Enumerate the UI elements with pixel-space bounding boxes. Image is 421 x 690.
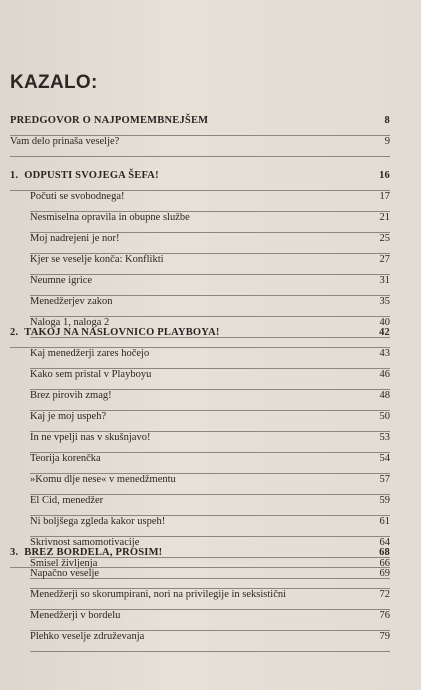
page-number: 53 xyxy=(379,432,390,443)
toc-entry xyxy=(30,191,390,212)
toc-entry xyxy=(30,275,390,296)
page-number: 68 xyxy=(379,547,390,558)
toc-entry xyxy=(30,453,390,474)
entry-title: Počuti se svobodnega! xyxy=(30,191,125,202)
toc-entry xyxy=(30,516,390,537)
page-number: 79 xyxy=(379,631,390,642)
page-number: 43 xyxy=(379,348,390,359)
toc-entry xyxy=(30,233,390,254)
entry-title: Menedžerjev zakon xyxy=(30,296,113,307)
page-number: 57 xyxy=(379,474,390,485)
toc-entry xyxy=(30,610,390,631)
page-number: 21 xyxy=(379,212,390,223)
toc-entry xyxy=(30,348,390,369)
toc-entry xyxy=(10,136,390,157)
page-number: 50 xyxy=(379,411,390,422)
entry-title: Menedžerji v bordelu xyxy=(30,610,121,621)
page-number: 8 xyxy=(384,115,390,126)
entry-title: Kaj menedžerji zares hočejo xyxy=(30,348,150,359)
page-number: 35 xyxy=(379,296,390,307)
preface-heading-row xyxy=(10,115,390,136)
chapter-heading-row xyxy=(10,327,390,348)
chapter-2-section xyxy=(10,327,390,579)
entry-title: Naloga 1, naloga 2 xyxy=(30,317,110,328)
page-number: 54 xyxy=(379,453,390,464)
toc-entry xyxy=(30,568,390,589)
page-number: 46 xyxy=(379,369,390,380)
preface-section xyxy=(10,115,390,157)
chapter-title: BREZ BORDELA, PROSIM! xyxy=(24,547,163,558)
entry-title: Neumne igrice xyxy=(30,275,93,286)
entry-title: Brez pirovih zmag! xyxy=(30,390,112,401)
entry-title: Ni boljšega zgleda kakor uspeh! xyxy=(30,516,166,527)
entry-title: In ne vpelji nas v skušnjavo! xyxy=(30,432,151,443)
chapter-3-section xyxy=(10,547,390,652)
page-title: KAZALO: xyxy=(10,72,98,93)
toc-entry xyxy=(30,369,390,390)
page-number: 61 xyxy=(379,516,390,527)
entry-title: Skrivnost samomotivacije xyxy=(30,537,140,548)
toc-entry xyxy=(30,495,390,516)
entry-title: »Komu dlje nese« v menedžmentu xyxy=(30,474,176,485)
toc-entry xyxy=(30,631,390,652)
entry-title: Napačno veselje xyxy=(30,568,100,579)
toc-entry xyxy=(30,296,390,317)
toc-entry xyxy=(30,254,390,275)
chapter-number: 3. xyxy=(10,547,19,558)
entry-title: Plehko veselje združevanja xyxy=(30,631,145,642)
toc-entry xyxy=(30,212,390,233)
entry-title: Menedžerji so skorumpirani, nori na privilegije in seksistični xyxy=(30,589,287,600)
chapter-title: ODPUSTI SVOJEGA ŠEFA! xyxy=(24,170,159,181)
entry-title: Teorija korenčka xyxy=(30,453,101,464)
page-number: 69 xyxy=(379,568,390,579)
chapter-number: 2. xyxy=(10,327,19,338)
preface-heading: PREDGOVOR O NAJPOMEMBNEJŠEM xyxy=(10,115,209,126)
page-number: 25 xyxy=(379,233,390,244)
entry-title: Vam delo prinaša veselje? xyxy=(10,136,120,147)
toc-entry xyxy=(30,474,390,495)
page-number: 48 xyxy=(379,390,390,401)
entry-title: El Cid, menedžer xyxy=(30,495,104,506)
chapter-1-section xyxy=(10,170,390,338)
entry-title: Smisel življenja xyxy=(30,558,98,569)
toc-entry xyxy=(30,390,390,411)
page-number: 16 xyxy=(379,170,390,181)
toc-entry xyxy=(30,589,390,610)
chapter-number: 1. xyxy=(10,170,19,181)
toc-entry xyxy=(30,432,390,453)
page-number: 66 xyxy=(379,558,390,569)
page-number: 31 xyxy=(379,275,390,286)
entry-title: Kaj je moj uspeh? xyxy=(30,411,107,422)
chapter-title: TAKOJ NA NASLOVNICO PLAYBOYA! xyxy=(24,327,220,338)
page-number: 9 xyxy=(384,136,390,147)
page-number: 17 xyxy=(379,191,390,202)
page-number: 59 xyxy=(379,495,390,506)
entry-title: Nesmiselna opravila in obupne službe xyxy=(30,212,190,223)
page-number: 42 xyxy=(379,327,390,338)
entry-title: Kjer se veselje konča: Konflikti xyxy=(30,254,164,265)
entry-title: Moj nadrejeni je nor! xyxy=(30,233,120,244)
chapter-heading-row xyxy=(10,547,390,568)
page-number: 64 xyxy=(379,537,390,548)
page-number: 72 xyxy=(379,589,390,600)
chapter-heading-row xyxy=(10,170,390,191)
toc-entry xyxy=(30,411,390,432)
entry-title: Kako sem pristal v Playboyu xyxy=(30,369,152,380)
page-number: 40 xyxy=(379,317,390,328)
page-number: 76 xyxy=(379,610,390,621)
page-number: 27 xyxy=(379,254,390,265)
